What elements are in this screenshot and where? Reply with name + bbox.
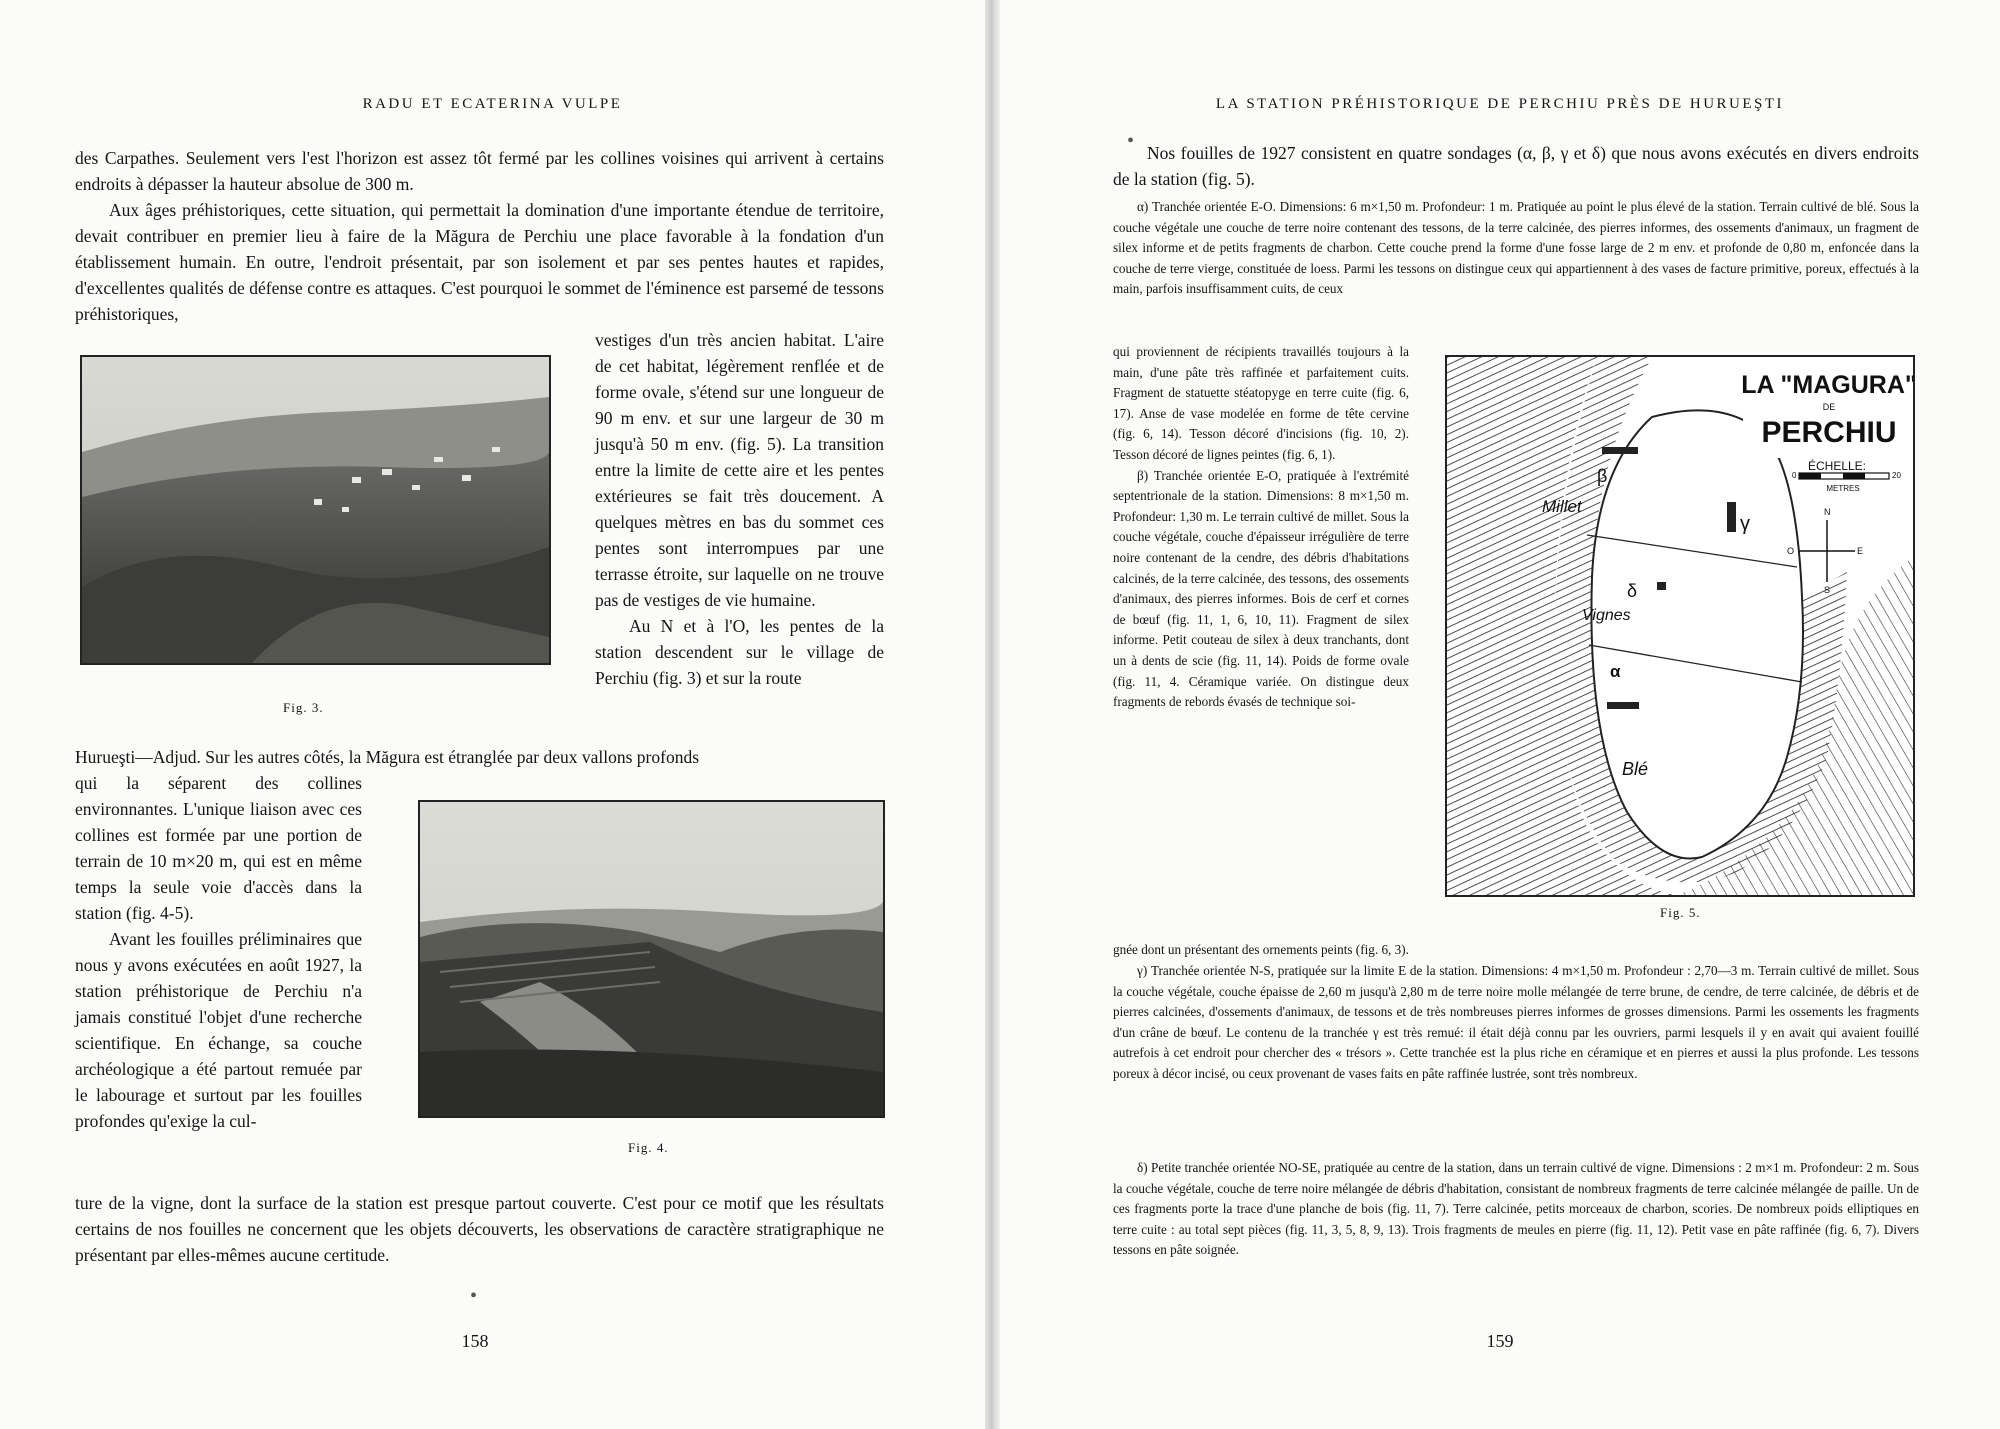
paragraph: des Carpathes. Seulement vers l'est l'horizon est assez tôt fermé par les collines voisines qui arrivent à certains endroits à dépasser la hauteur absolue de 300 m. [75,148,884,194]
paragraph: qui la séparent des collines environnantes. L'unique liaison avec ces collines est formée par une portion de terrain de 10 m×20 m, qui est en même temps la seule voie d'accès dans la station (fig. 4-5). [75,773,362,923]
paragraph: qui proviennent de récipients travaillés toujours à la main, d'une pâte très raffinée et parfaitement cuits. Fragment de statuette stéatopyge en terre cuite (fig. 6, 17). Anse de vase modelée en forme de tête cervine (fig. 6, 14). Tesson décoré d'incisions (fig. 10, 2). Tesson décoré de lignes peintes (fig. 6, 1). [1113,344,1409,462]
text-block-bottom: ture de la vigne, dont la surface de la station est presque partout couverte. C'est pour ce motif que les résultats certains de nos fouilles ne concernent que les objets découverts, les observations de caractère stratigraphique ne présentant par elles-mêmes aucune certitude. [75,1193,884,1265]
map-scale-max: 20 [1892,471,1901,480]
map-title-1: LA "MAGURA" [1741,371,1913,399]
running-head: RADU ET ECATERINA VULPE [362,96,623,112]
mark-beta: β [1597,466,1608,486]
paragraph: Aux âges préhistoriques, cette situation, qui permettait la domination d'une importante étendue de territoire, devait contribuer en premier lieu à faire de la Măgura de Perchiu une place favorable à la fondation d'un établissement humain. En outre, l'endroit présentait, par son isolement et par ses pentes hautes et rapides, d'excellentes qualités de défense contre es attaques. C'est pourquoi le sommet de l'éminence est parsemé de tessons préhistoriques, [75,200,884,324]
figure-3-caption: Fig. 3. [283,700,324,715]
text-column-left [75,770,362,1134]
paragraph: vestiges d'un très ancien habitat. L'aire de cet habitat, légèrement renflée et de forme ovale, s'étend sur une longueur de 90 m env. et sur une largeur de 30 m jusqu'à 50 m env. (fig. 5). La transition entre la limite de cette aire et les pentes extérieures se fait très doucement. A quelques mètres en bas du sommet ces pentes sont interrompues par une terrasse étroite, sur laquelle on ne trouve pas de vestiges de vie humaine. [595,330,884,610]
compass-o: O [1787,546,1795,556]
trench-beta-end: gnée dont un présentant des ornements peints (fig. 6, 3). [1113,942,1409,957]
paragraph: Au N et à l'O, les pentes de la station descendent sur le village de Perchiu (fig. 3) et sur la route [595,616,884,688]
text-column-left [1113,342,1409,713]
left-page [0,0,985,1429]
figure-5-caption: Fig. 5. [1660,905,1701,920]
field-vignes: Vignes [1582,607,1631,624]
mark-gamma: γ [1740,513,1750,535]
text-line-full: Hurueşti—Adjud. Sur les autres côtés, la Măgura est étranglée par deux vallons profonds [75,747,700,767]
field-millet: Millet [1542,497,1582,516]
compass-n: N [1824,507,1831,517]
trench-delta [1113,1158,1919,1261]
mark-alpha: α [1610,662,1621,681]
field-ble: Blé [1622,759,1649,779]
map-title-2: PERCHIU [1761,416,1897,449]
figure-5-map [1445,355,1915,897]
compass-e: E [1857,546,1864,556]
paragraph: δ) Petite tranchée orientée NO-SE, pratiquée au centre de la station, dans un terrain cultivé de vigne. Dimensions : 2 m×1 m. Profondeur: 2 m. Sous la couche végétale, couche de terre noire mélangée de débris d'habitation, consistant de nombreux fragments de terre calcinée mélangée de paille. Un de ces fragments porte la trace d'une planche de bois (fig. 11, 7). Terre calcinée, petits morceaux de charbon, scories. De nombreux poids elliptiques en terre cuite : au total sept pièces (fig. 11, 3, 5, 8, 9, 13). Trois fragments de meules en pierre (fig. 11, 12). Petit vase en pâte raffinée (fig. 6, 7). Divers tessons en pâte soignée. [1113,1160,1919,1258]
page-mark: • [470,1285,478,1307]
map-scale-label: ÉCHELLE: [1807,459,1867,473]
paragraph: β) Tranchée orientée E-O, pratiquée à l'extrémité septentrionale de la station. Dimensions: 8 m×1,50 m. Profondeur: 1,30 m. Le terrain cultivé de millet. Sous la couche végétale, couche d'épaisseur irrégulière de terre noire contenant de la cendre, des débris d'habitations calcinés, de la terre calcinée, des tessons, des ossements d'animaux, des pierres informes. Bois de cerf et cornes de bœuf (fig. 11, 1, 6, 10, 11). Fragment de silex informe. Petit couteau de silex à deux tranchants, dont un à dents de scie (fig. 11, 14). Poids de forme ovale (fig. 11, 4. Céramique variée. On distingue deux fragments de rebords évasés de technique soi- [1113,467,1409,710]
map-scale-unit: METRES [1826,484,1860,493]
page-mark: • [1127,130,1135,152]
page-number: 159 [1486,1331,1514,1351]
text-column-right [595,327,884,691]
intro-paragraph [1113,140,1919,192]
paragraph: γ) Tranchée orientée N-S, pratiquée sur la limite E de la station. Dimensions: 4 m×1,50 m. Profondeur : 2,70—3 m. Terrain cultivé de millet. Sous la couche végétale, couche épaisse de 2,60 m jusqu'à 2,80 m de terre noire molle mélangée de terre brune, de cendre, de terre calcinée, de débris et de pierres calcinées, d'ossements d'animaux, de tessons et de très nombreuses pierres informes de grosses dimensions. Parmi les ossements les fragments d'un crâne de bœuf. Le contenu de la tranchée γ est très remué: il était déjà connu par les ouvriers, parmi lesquels il y en avait qui avaient fouillé autrefois à cet endroit pour chercher des « trésors ». Cette tranchée est la plus riche en céramique et en pierres et aussi la plus profonde. Les tessons poreux à décor incisé, ou ceux provenant de vases faits en pâte raffinée lustrée, sont très nombreux. [1113,963,1919,1081]
map-scale-zero: 0 [1792,471,1797,480]
text-block-top [75,145,884,327]
figure-4-photo [418,800,885,1118]
paragraph: Nos fouilles de 1927 consistent en quatre sondages (α, β, γ et δ) que nous avons exécutés en divers endroits de la station (fig. 5). [1113,143,1919,189]
mark-delta: δ [1627,581,1638,601]
trench-gamma [1113,961,1919,1085]
paragraph: α) Tranchée orientée E-O. Dimensions: 6 m×1,50 m. Profondeur: 1 m. Pratiquée au point le plus élevé de la station. Terrain cultivé de blé. Sous la couche végétale une couche de terre noire contenant des tessons, de la terre calcinée, des pierres informes, des ossements d'animaux, un fragment de silex informe et de petits fragments de charbon. Cette couche prend la forme d'une fosse large de 2 m env. et profonde de 0,80 m, enfoncée dans la couche de terre vierge, constituée de loess. Parmi les tessons on distingue ceux qui appartiennent à des vases de facture primitive, poreux, effectués à la main, parfois insuffisamment cuits, de ceux [1113,199,1919,297]
trench-alpha [1113,197,1919,300]
book-gutter [985,0,1000,1429]
running-head: LA STATION PRÉHISTORIQUE DE PERCHIU PRÈS DE HURUEŞTI [1215,96,1785,112]
figure-3-photo [80,355,551,665]
map-title-de: DE [1822,402,1836,412]
compass-s: S [1824,585,1831,595]
paragraph: Avant les fouilles préliminaires que nous y avons exécutées en août 1927, la station préhistorique de Perchiu n'a jamais constitué l'objet d'une recherche scientifique. En échange, sa couche archéologique a été partout remuée par le labourage et surtout par les fouilles profondes qu'exige la cul- [75,929,362,1131]
page-number: 158 [461,1331,489,1351]
figure-4-caption: Fig. 4. [628,1140,669,1155]
right-page [1000,0,2000,1429]
